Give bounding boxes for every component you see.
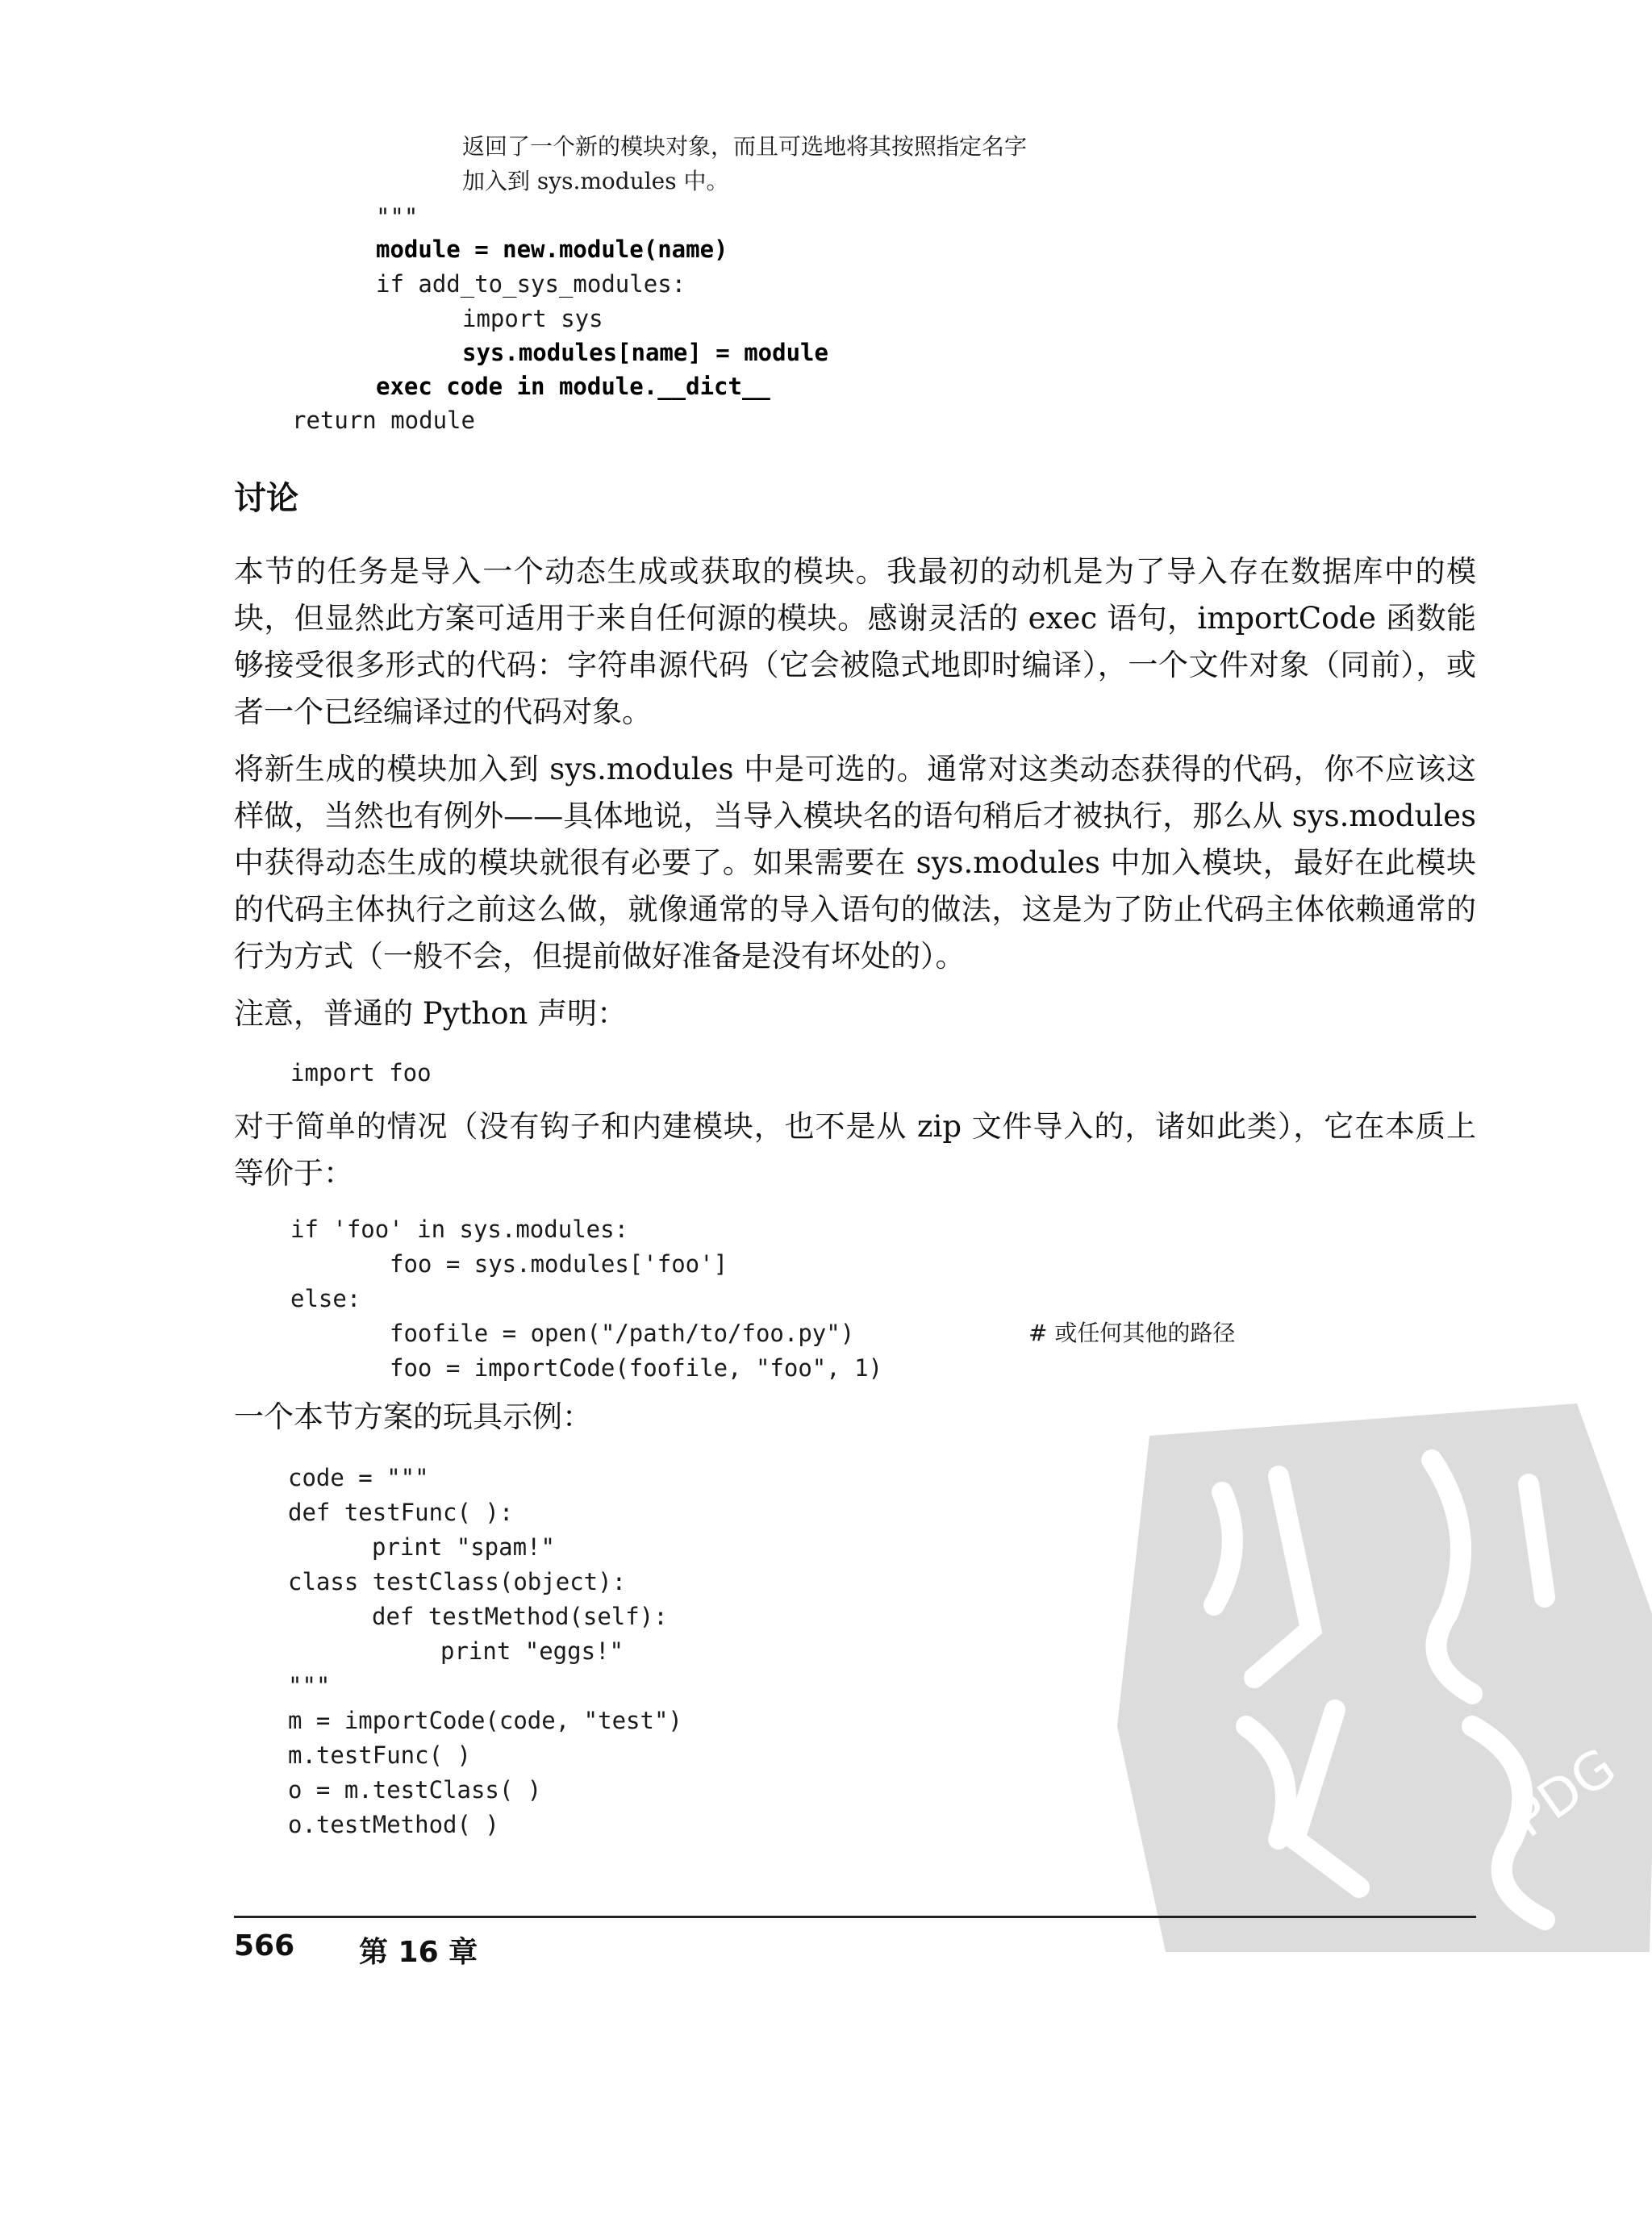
code-line: o.testMethod( )	[288, 1811, 499, 1838]
seal-stamp-shape	[1117, 1403, 1652, 1952]
code-line: print "spam!"	[372, 1533, 555, 1561]
code-line: foo = sys.modules['foo']	[390, 1250, 728, 1278]
code-line: """	[376, 203, 419, 231]
paragraph: 对于简单的情况（没有钩子和内建模块，也不是从 zip 文件导入的，诸如此类），它在本质上等价于：	[234, 1109, 1476, 1191]
code-line: m = importCode(code, "test")	[288, 1707, 682, 1734]
code-line: import sys	[462, 305, 603, 332]
code-line: print "eggs!"	[440, 1637, 624, 1665]
code-docstring-line: 返回了一个新的模块对象，而且可选地将其按照指定名字	[462, 133, 1028, 160]
footer-rule	[234, 1916, 1476, 1918]
seal-watermark	[1093, 1387, 1652, 1968]
code-line: if 'foo' in sys.modules:	[290, 1216, 629, 1243]
code-line: code = """	[288, 1464, 429, 1491]
code-line: sys.modules[name] = module	[462, 339, 828, 366]
paragraph: 本节的任务是导入一个动态生成或获取的模块。我最初的动机是为了导入存在数据库中的模块，但显然此方案可适用于来自任何源的模块。感谢灵活的 exec 语句，importCode 函数能够接受很多形式的代码：字符串源代码（它会被隐式地即时编译），一个文件对象（同前），或者一个已经编译过的代码对象。	[234, 554, 1476, 729]
code-line: foo = importCode(foofile, "foo", 1)	[390, 1354, 883, 1382]
code-line: return module	[292, 407, 475, 434]
page-number: 566	[234, 1929, 295, 1962]
code-line: def testFunc( ):	[288, 1499, 514, 1526]
code-line: if add_to_sys_modules:	[376, 270, 686, 298]
code-line: def testMethod(self):	[372, 1603, 668, 1630]
code-docstring-line: 加入到 sys.modules 中。	[462, 168, 729, 194]
paragraph: 一个本节方案的玩具示例：	[234, 1399, 592, 1434]
code-line: m.testFunc( )	[288, 1741, 471, 1769]
code-line: """	[288, 1672, 331, 1700]
code-line: exec code in module.__dict__	[376, 373, 770, 400]
code-line: foofile = open("/path/to/foo.py")	[390, 1320, 855, 1347]
chapter-label: 第 16 章	[359, 1936, 478, 1969]
seal-label: PDG	[1501, 1737, 1627, 1850]
code-line: o = m.testClass( )	[288, 1776, 542, 1804]
code-line: else:	[290, 1285, 361, 1312]
code-line: module = new.module(name)	[376, 236, 728, 263]
code-comment: # 或任何其他的路径	[1028, 1320, 1236, 1346]
paragraph: 注意，普通的 Python 声明：	[234, 996, 628, 1031]
paragraph: 将新生成的模块加入到 sys.modules 中是可选的。通常对这类动态获得的代码，你不应该这样做，当然也有例外——具体地说，当导入模块名的语句稍后才被执行，那么从 sys.modules 中获得动态生成的模块就很有必要了。如果需要在 sys.modules 中加入模块，最好在此模块的代码主体执行之前这么做，就像通常的导入语句的做法，这是为了防止代码主体依赖通常的行为方式（一般不会，但提前做好准备是没有坏处的）。	[234, 752, 1476, 974]
section-heading-discussion: 讨论	[234, 480, 298, 517]
code-line: import foo	[290, 1059, 432, 1086]
code-line: class testClass(object):	[288, 1568, 627, 1595]
